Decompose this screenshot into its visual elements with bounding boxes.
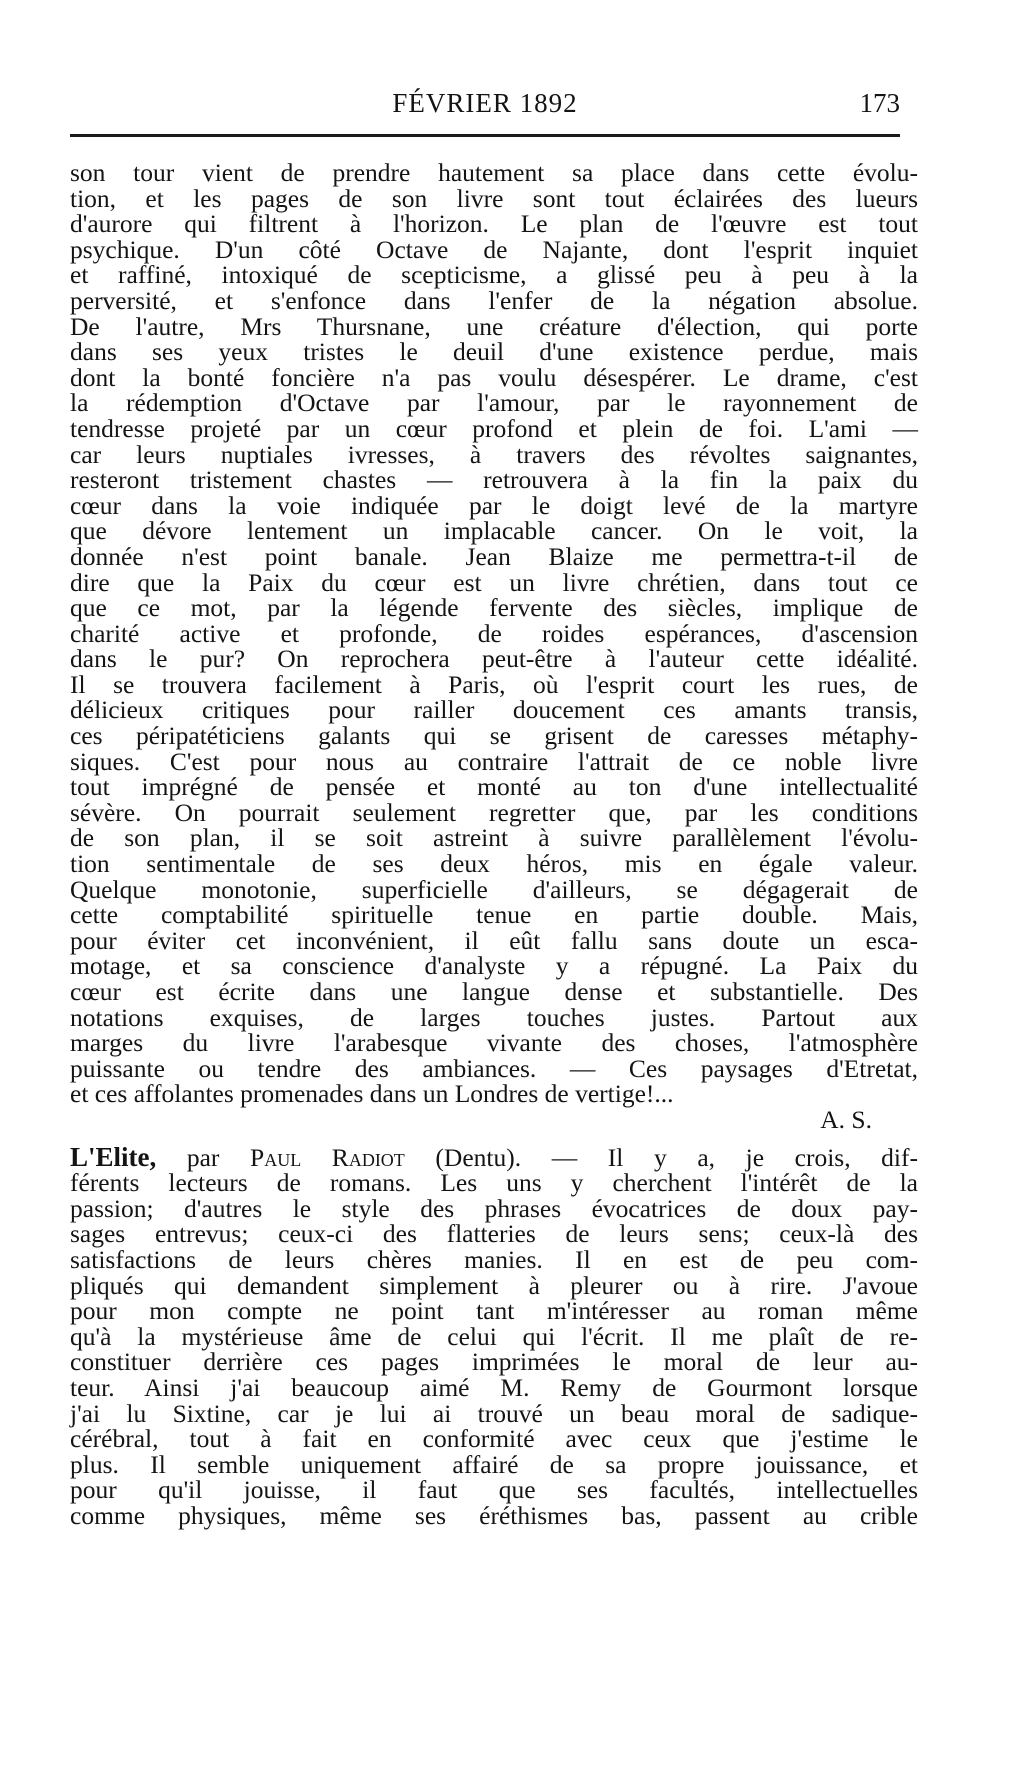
review-signature: A. S. <box>820 1104 872 1134</box>
text-line: donnée n'est point banale. Jean Blaize me permettra-t-il de <box>70 541 918 571</box>
running-head <box>70 84 900 124</box>
lead-rest: (Dentu). — Il y a, je crois, dif- <box>404 1142 919 1172</box>
text-line: et ces affolantes promenades dans un Londres de vertige!... <box>70 1079 674 1109</box>
review-l-elite <box>70 1141 920 1530</box>
text-line: et raffiné, intoxiqué de scepticisme, a glissé peu à peu à la <box>70 260 918 290</box>
text-line: passion; d'autres le style des phrases évocatrices de doux pay- <box>70 1193 918 1223</box>
text-line: teur. Ainsi j'ai beaucoup aimé M. Remy de Gourmont lorsque <box>70 1372 918 1402</box>
text-line: pliqués qui demandent simplement à pleurer ou à rire. J'avoue <box>70 1270 918 1300</box>
text-line: charité active et profonde, de roides espérances, d'ascension <box>70 618 918 648</box>
text-line: perversité, et s'enfonce dans l'enfer de la négation absolue. <box>70 285 918 315</box>
running-title: FÉVRIER 1892 <box>392 88 578 118</box>
text-line: car leurs nuptiales ivresses, à travers des révoltes saignantes, <box>70 439 918 469</box>
text-line: constituer derrière ces pages imprimées le moral de leur au- <box>70 1347 918 1377</box>
text-line: cœur dans la voie indiquée par le doigt levé de la martyre <box>70 490 918 520</box>
text-line: ces péripatéticiens galants qui se grisent de caresses métaphy- <box>70 721 918 751</box>
text-line: j'ai lu Sixtine, car je lui ai trouvé un beau moral de sadique- <box>70 1398 918 1428</box>
lead-by: par <box>156 1142 251 1172</box>
text-line: qu'à la mystérieuse âme de celui qui l'écrit. Il me plaît de re- <box>70 1321 918 1351</box>
text-line: tout imprégné de pensée et monté au ton d'une intellectualité <box>70 772 918 802</box>
review-paix-du-coeur <box>70 160 920 1133</box>
text-line: d'aurore qui filtrent à l'horizon. Le plan de l'œuvre est tout <box>70 209 918 239</box>
text-line: dans ses yeux tristes le deuil d'une existence perdue, mais <box>70 337 918 367</box>
book-title: L'Elite, <box>70 1141 157 1172</box>
book-author: Paul Radiot <box>250 1142 405 1172</box>
text-line: notations exquises, de larges touches justes. Partout aux <box>70 1002 918 1032</box>
text-line: satisfactions de leurs chères manies. Il en est de peu com- <box>70 1244 918 1274</box>
text-line: délicieux critiques pour railler doucement ces amants transis, <box>70 695 918 725</box>
text-line: tion, et les pages de son livre sont tout éclairées des lueurs <box>70 183 918 213</box>
text-line: férents lecteurs de romans. Les uns y cherchent l'intérêt de la <box>70 1168 918 1198</box>
text-line: pour éviter cet inconvénient, il eût fallu sans doute un esca- <box>70 925 918 955</box>
text-line: la rédemption d'Octave par l'amour, par le rayonnement de <box>70 388 918 418</box>
text-line: cœur est écrite dans une langue dense et substantielle. Des <box>70 977 918 1006</box>
text-line: plus. Il semble uniquement affairé de sa propre jouissance, et <box>70 1449 918 1479</box>
header-rule <box>70 134 900 137</box>
text-line: comme physiques, même ses éréthismes bas, passent au crible <box>70 1500 918 1530</box>
text-line: que ce mot, par la légende fervente des siècles, implique de <box>70 593 918 623</box>
body-text <box>70 160 920 1528</box>
review-lead-line <box>70 1141 919 1172</box>
text-line: puissante ou tendre des ambiances. — Ces paysages d'Etretat, <box>70 1053 918 1083</box>
text-line: sages entrevus; ceux-ci des flatteries de leurs sens; ceux-là des <box>70 1219 918 1249</box>
text-line: sévère. On pourrait seulement regretter que, par les conditions <box>70 797 918 827</box>
text-line: tendresse projeté par un cœur profond et plein de foi. L'ami — <box>70 413 918 443</box>
text-line: marges du livre l'arabesque vivante des choses, l'atmosphère <box>70 1028 918 1058</box>
text-line: que dévore lentement un implacable cancer. On le voit, la <box>70 516 918 546</box>
text-line: siques. C'est pour nous au contraire l'attrait de ce noble livre <box>70 746 918 776</box>
text-line: Quelque monotonie, superficielle d'ailleurs, se dégagerait de <box>70 874 918 904</box>
text-line: de son plan, il se soit astreint à suivre parallèlement l'évolu- <box>70 823 918 853</box>
text-line: resteront tristement chastes — retrouvera à la fin la paix du <box>70 465 918 495</box>
text-line: De l'autre, Mrs Thursnane, une créature d'élection, qui porte <box>70 311 918 341</box>
text-line: dans le pur? On reprochera peut-être à l'auteur cette idéalité. <box>70 644 918 674</box>
text-line: cérébral, tout à fait en conformité avec ceux que j'estime le <box>70 1424 918 1454</box>
text-line: motage, et sa conscience d'analyste y a répugné. La Paix du <box>70 951 918 981</box>
text-line: dire que la Paix du cœur est un livre chrétien, dans tout ce <box>70 567 918 597</box>
text-line: dont la bonté foncière n'a pas voulu désespérer. Le drame, c'est <box>70 362 918 392</box>
text-line: pour qu'il jouisse, il faut que ses facultés, intellectuelles <box>70 1475 918 1505</box>
text-line: cette comptabilité spirituelle tenue en partie double. Mais, <box>70 900 918 930</box>
text-line: psychique. D'un côté Octave de Najante, dont l'esprit inquiet <box>70 234 918 264</box>
page-number: 173 <box>859 88 900 118</box>
text-line: tion sentimentale de ses deux héros, mis en égale valeur. <box>70 849 918 879</box>
text-line: pour mon compte ne point tant m'intéresser au roman même <box>70 1296 918 1326</box>
text-line: son tour vient de prendre hautement sa place dans cette évolu- <box>70 158 918 187</box>
text-line: Il se trouvera facilement à Paris, où l'esprit court les rues, de <box>70 669 918 699</box>
